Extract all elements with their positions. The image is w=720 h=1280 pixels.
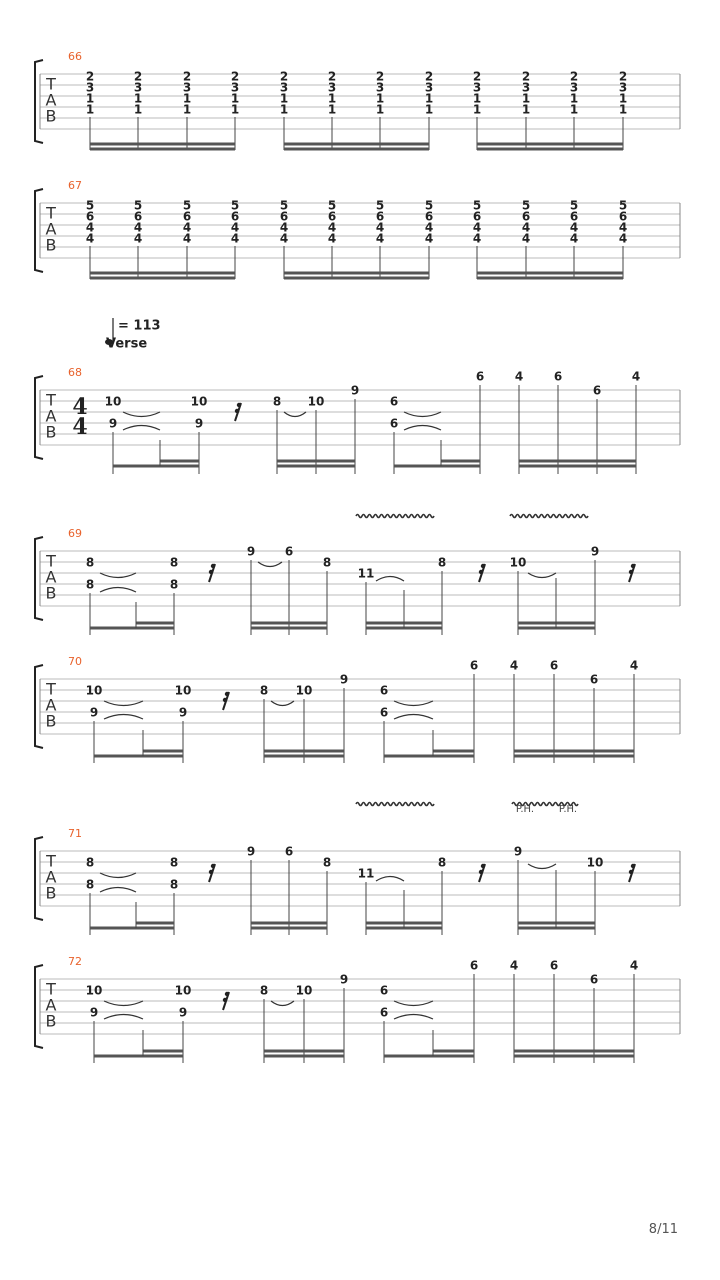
fret-number: 3 xyxy=(521,80,531,95)
fret-number: 4 xyxy=(279,220,289,235)
fret-number: 4 xyxy=(629,658,639,673)
tie-arc xyxy=(284,412,306,417)
fret-number: 8 xyxy=(259,983,269,998)
fret-number: 1 xyxy=(230,91,240,106)
fret-number: 2 xyxy=(230,69,240,84)
fret-number: 4 xyxy=(569,220,579,235)
fret-number: 8 xyxy=(322,555,332,570)
fret-number: 4 xyxy=(618,231,628,246)
fret-number: 6 xyxy=(472,209,482,224)
fret-number: 1 xyxy=(327,91,337,106)
fret-number: 1 xyxy=(569,91,579,106)
fret-number: 10 xyxy=(295,983,313,998)
rest-dot xyxy=(479,570,483,574)
fret-number: 3 xyxy=(472,80,482,95)
fret-number: 1 xyxy=(279,102,289,117)
fret-number: 10 xyxy=(190,394,208,409)
rest-dot xyxy=(223,698,227,702)
tie-arc xyxy=(394,701,433,706)
fret-number: 6 xyxy=(475,369,485,384)
tab-clef-letter: T xyxy=(46,679,56,699)
fret-number: 6 xyxy=(379,705,389,720)
rest-dot xyxy=(481,864,485,868)
fret-number: 2 xyxy=(182,69,192,84)
fret-number: 6 xyxy=(521,209,531,224)
tab-clef-letter: A xyxy=(45,406,57,426)
fret-number: 1 xyxy=(133,91,143,106)
measure-number: 66 xyxy=(68,50,82,63)
tab-clef-letter: A xyxy=(45,90,57,110)
tab-clef-letter: T xyxy=(46,979,56,999)
fret-number: 1 xyxy=(375,102,385,117)
fret-number: 6 xyxy=(182,209,192,224)
fret-number: 6 xyxy=(569,209,579,224)
fret-number: 4 xyxy=(327,220,337,235)
measure-number: 67 xyxy=(68,179,82,192)
tab-clef-letter: A xyxy=(45,995,57,1015)
fret-number: 1 xyxy=(375,91,385,106)
vibrato-mark xyxy=(356,515,434,518)
fret-number: 5 xyxy=(472,198,482,213)
fret-number: 6 xyxy=(284,544,294,559)
fret-number: 2 xyxy=(133,69,143,84)
rest-dot xyxy=(209,570,213,574)
tie-arc xyxy=(394,1001,433,1006)
fret-number: 6 xyxy=(589,972,599,987)
tab-clef-letter: T xyxy=(46,551,56,571)
tab-clef-letter: T xyxy=(46,203,56,223)
fret-number: 10 xyxy=(586,855,604,870)
fret-number: 4 xyxy=(521,220,531,235)
fret-number: 2 xyxy=(85,69,95,84)
page-number: 8/11 xyxy=(648,1222,678,1237)
fret-number: 5 xyxy=(133,198,143,213)
tab-clef-letter: T xyxy=(46,74,56,94)
fret-number: 1 xyxy=(133,102,143,117)
tie-arc xyxy=(100,588,136,593)
fret-number: 6 xyxy=(549,658,559,673)
fret-number: 4 xyxy=(375,231,385,246)
fret-number: 1 xyxy=(85,91,95,106)
tab-clef-letter: B xyxy=(45,711,57,731)
rest-dot xyxy=(235,409,239,413)
fret-number: 4 xyxy=(569,231,579,246)
fret-number: 8 xyxy=(322,855,332,870)
fret-number: 4 xyxy=(230,220,240,235)
fret-number: 1 xyxy=(618,102,628,117)
tie-arc xyxy=(123,426,160,431)
pinch-harmonic-label: P.H. xyxy=(515,804,535,815)
fret-number: 10 xyxy=(85,683,103,698)
fret-number: 6 xyxy=(230,209,240,224)
fret-number: 8 xyxy=(169,555,179,570)
rest-dot xyxy=(237,403,241,407)
fret-number: 2 xyxy=(375,69,385,84)
tie-arc xyxy=(271,1001,294,1006)
rest-dot xyxy=(479,870,483,874)
tie-arc xyxy=(394,1015,433,1020)
fret-number: 6 xyxy=(469,958,479,973)
fret-number: 1 xyxy=(569,102,579,117)
rest-dot xyxy=(629,570,633,574)
tie-arc xyxy=(104,701,143,706)
pinch-harmonic-label: P.H. xyxy=(558,804,578,815)
tie-arc xyxy=(258,562,282,567)
fret-number: 3 xyxy=(182,80,192,95)
rest-dot xyxy=(211,864,215,868)
fret-number: 4 xyxy=(230,231,240,246)
fret-number: 4 xyxy=(472,220,482,235)
tab-clef-letter: B xyxy=(45,583,57,603)
fret-number: 9 xyxy=(108,416,118,431)
tab-clef-letter: T xyxy=(46,851,56,871)
fret-number: 9 xyxy=(178,705,188,720)
fret-number: 4 xyxy=(133,231,143,246)
rest-dot xyxy=(225,692,229,696)
tab-clef-letter: B xyxy=(45,1011,57,1031)
system-bracket xyxy=(35,665,43,748)
rest-dot xyxy=(209,870,213,874)
fret-number: 6 xyxy=(327,209,337,224)
system-bracket xyxy=(35,189,43,272)
fret-number: 1 xyxy=(230,102,240,117)
fret-number: 10 xyxy=(85,983,103,998)
measure-number: 72 xyxy=(68,955,82,968)
fret-number: 4 xyxy=(182,220,192,235)
fret-number: 9 xyxy=(339,672,349,687)
fret-number: 8 xyxy=(272,394,282,409)
fret-number: 3 xyxy=(424,80,434,95)
tie-arc xyxy=(376,577,404,582)
fret-number: 4 xyxy=(85,231,95,246)
section-label: Verse xyxy=(106,336,148,352)
rest-dot xyxy=(225,992,229,996)
fret-number: 6 xyxy=(284,844,294,859)
fret-number: 10 xyxy=(174,683,192,698)
fret-number: 3 xyxy=(327,80,337,95)
system-bracket xyxy=(35,965,43,1048)
fret-number: 8 xyxy=(85,577,95,592)
fret-number: 8 xyxy=(169,877,179,892)
fret-number: 8 xyxy=(169,855,179,870)
fret-number: 5 xyxy=(424,198,434,213)
fret-number: 4 xyxy=(629,958,639,973)
fret-number: 9 xyxy=(339,972,349,987)
fret-number: 3 xyxy=(230,80,240,95)
fret-number: 6 xyxy=(549,958,559,973)
fret-number: 6 xyxy=(133,209,143,224)
tab-clef-letter: T xyxy=(46,390,56,410)
fret-number: 2 xyxy=(618,69,628,84)
fret-number: 5 xyxy=(327,198,337,213)
fret-number: 6 xyxy=(379,983,389,998)
measure-number: 68 xyxy=(68,366,82,379)
fret-number: 9 xyxy=(350,383,360,398)
fret-number: 4 xyxy=(509,658,519,673)
rest-dot xyxy=(211,564,215,568)
fret-number: 1 xyxy=(85,102,95,117)
fret-number: 10 xyxy=(104,394,122,409)
fret-number: 4 xyxy=(182,231,192,246)
fret-number: 9 xyxy=(246,844,256,859)
fret-number: 1 xyxy=(521,102,531,117)
fret-number: 5 xyxy=(618,198,628,213)
fret-number: 3 xyxy=(375,80,385,95)
fret-number: 4 xyxy=(85,220,95,235)
fret-number: 1 xyxy=(521,91,531,106)
tie-arc xyxy=(404,426,441,431)
fret-number: 5 xyxy=(375,198,385,213)
tie-arc xyxy=(123,412,160,417)
measure-number: 70 xyxy=(68,655,82,668)
fret-number: 1 xyxy=(472,102,482,117)
time-sig-top: 4 xyxy=(72,394,88,420)
fret-number: 2 xyxy=(521,69,531,84)
fret-number: 11 xyxy=(357,866,375,881)
tie-arc xyxy=(100,873,136,878)
fret-number: 8 xyxy=(259,683,269,698)
fret-number: 9 xyxy=(89,1005,99,1020)
fret-number: 1 xyxy=(424,102,434,117)
fret-number: 8 xyxy=(169,577,179,592)
fret-number: 6 xyxy=(389,394,399,409)
fret-number: 6 xyxy=(279,209,289,224)
fret-number: 4 xyxy=(424,220,434,235)
fret-number: 5 xyxy=(182,198,192,213)
fret-number: 2 xyxy=(327,69,337,84)
fret-number: 4 xyxy=(424,231,434,246)
fret-number: 3 xyxy=(133,80,143,95)
fret-number: 9 xyxy=(89,705,99,720)
fret-number: 4 xyxy=(327,231,337,246)
fret-number: 2 xyxy=(472,69,482,84)
fret-number: 10 xyxy=(307,394,325,409)
fret-number: 3 xyxy=(569,80,579,95)
fret-number: 6 xyxy=(379,683,389,698)
fret-number: 8 xyxy=(437,855,447,870)
fret-number: 5 xyxy=(230,198,240,213)
tie-arc xyxy=(394,715,433,720)
fret-number: 1 xyxy=(424,91,434,106)
fret-number: 9 xyxy=(178,1005,188,1020)
tie-arc xyxy=(528,864,556,869)
fret-number: 5 xyxy=(85,198,95,213)
fret-number: 4 xyxy=(472,231,482,246)
rest-dot xyxy=(631,564,635,568)
measure-number: 69 xyxy=(68,527,82,540)
fret-number: 8 xyxy=(85,877,95,892)
tie-arc xyxy=(100,888,136,893)
rest-dot xyxy=(629,870,633,874)
tie-arc xyxy=(404,412,441,417)
fret-number: 8 xyxy=(437,555,447,570)
fret-number: 6 xyxy=(469,658,479,673)
fret-number: 11 xyxy=(357,566,375,581)
fret-number: 2 xyxy=(569,69,579,84)
fret-number: 4 xyxy=(133,220,143,235)
tie-arc xyxy=(528,573,556,578)
fret-number: 6 xyxy=(553,369,563,384)
tie-arc xyxy=(104,1001,143,1006)
fret-number: 4 xyxy=(521,231,531,246)
fret-number: 5 xyxy=(521,198,531,213)
vibrato-mark xyxy=(356,803,434,806)
fret-number: 1 xyxy=(472,91,482,106)
fret-number: 4 xyxy=(375,220,385,235)
system-bracket xyxy=(35,376,43,459)
fret-number: 6 xyxy=(424,209,434,224)
tie-arc xyxy=(104,1015,143,1020)
fret-number: 1 xyxy=(279,91,289,106)
fret-number: 6 xyxy=(379,1005,389,1020)
measure-number: 71 xyxy=(68,827,82,840)
fret-number: 6 xyxy=(589,672,599,687)
vibrato-mark xyxy=(510,515,588,518)
tie-arc xyxy=(100,573,136,578)
system-bracket xyxy=(35,60,43,143)
system-bracket xyxy=(35,837,43,920)
tab-clef-letter: A xyxy=(45,867,57,887)
fret-number: 5 xyxy=(279,198,289,213)
fret-number: 6 xyxy=(389,416,399,431)
tempo-text: = 113 xyxy=(118,318,161,334)
tab-clef-letter: A xyxy=(45,567,57,587)
tab-clef-letter: B xyxy=(45,106,57,126)
tab-clef-letter: B xyxy=(45,883,57,903)
fret-number: 2 xyxy=(279,69,289,84)
fret-number: 9 xyxy=(590,544,600,559)
time-sig-bottom: 4 xyxy=(72,414,88,440)
fret-number: 8 xyxy=(85,855,95,870)
tab-clef-letter: A xyxy=(45,219,57,239)
fret-number: 1 xyxy=(327,102,337,117)
fret-number: 2 xyxy=(424,69,434,84)
fret-number: 1 xyxy=(182,102,192,117)
tab-clef-letter: A xyxy=(45,695,57,715)
fret-number: 4 xyxy=(509,958,519,973)
fret-number: 4 xyxy=(631,369,641,384)
tie-arc xyxy=(104,715,143,720)
fret-number: 4 xyxy=(618,220,628,235)
fret-number: 3 xyxy=(85,80,95,95)
fret-number: 3 xyxy=(279,80,289,95)
rest-dot xyxy=(223,998,227,1002)
fret-number: 4 xyxy=(514,369,524,384)
tab-clef-letter: B xyxy=(45,422,57,442)
rest-dot xyxy=(631,864,635,868)
fret-number: 10 xyxy=(295,683,313,698)
fret-number: 6 xyxy=(618,209,628,224)
fret-number: 6 xyxy=(375,209,385,224)
fret-number: 6 xyxy=(592,383,602,398)
fret-number: 10 xyxy=(509,555,527,570)
fret-number: 6 xyxy=(85,209,95,224)
fret-number: 9 xyxy=(246,544,256,559)
tie-arc xyxy=(376,877,404,882)
fret-number: 1 xyxy=(182,91,192,106)
fret-number: 1 xyxy=(618,91,628,106)
tab-clef-letter: B xyxy=(45,235,57,255)
fret-number: 3 xyxy=(618,80,628,95)
fret-number: 9 xyxy=(194,416,204,431)
fret-number: 9 xyxy=(513,844,523,859)
fret-number: 8 xyxy=(85,555,95,570)
tie-arc xyxy=(271,701,294,706)
rest-dot xyxy=(481,564,485,568)
fret-number: 5 xyxy=(569,198,579,213)
fret-number: 10 xyxy=(174,983,192,998)
system-bracket xyxy=(35,537,43,620)
fret-number: 4 xyxy=(279,231,289,246)
